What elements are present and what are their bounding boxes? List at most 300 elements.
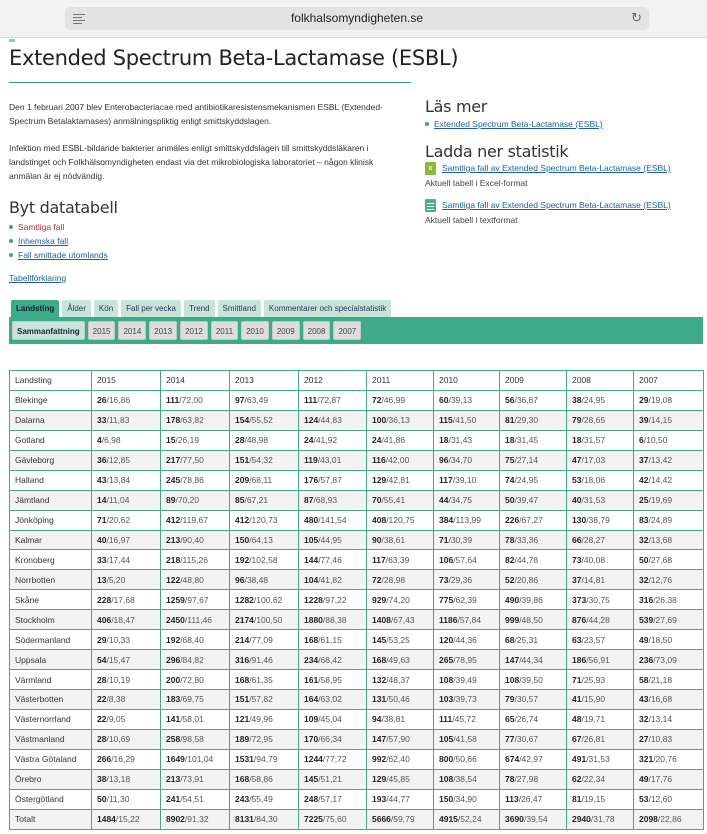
- case-count: 47: [572, 455, 582, 466]
- value-cell: [567, 650, 634, 670]
- incidence-rate: /68,40: [180, 634, 204, 645]
- incidence-rate: /36,67: [514, 395, 539, 406]
- value-cell: [299, 630, 367, 650]
- case-count: 28: [235, 435, 245, 446]
- incidence-rate: /11,83: [106, 415, 130, 426]
- case-count: 68: [505, 634, 515, 645]
- incidence-rate: /16,29: [111, 754, 135, 765]
- incidence-rate: /26,74: [514, 714, 539, 725]
- case-count: 97: [235, 395, 245, 406]
- case-count: 214: [235, 634, 250, 645]
- value-cell: [230, 709, 299, 729]
- case-count: 384: [439, 515, 454, 526]
- region-cell: Västernorrland: [10, 709, 92, 729]
- value-cell: [567, 510, 634, 530]
- incidence-rate: /38,48: [244, 574, 269, 585]
- incidence-rate: /55,49: [249, 794, 273, 805]
- case-count: 151: [235, 694, 250, 705]
- table-row: [10, 610, 704, 630]
- table-row: [10, 670, 704, 690]
- link-samtliga-fall[interactable]: Samtliga fall: [18, 222, 65, 232]
- case-count: 144: [304, 554, 319, 565]
- link-fall-utomlands[interactable]: Fall smittade utomlands: [18, 250, 108, 260]
- case-count: 539: [639, 614, 654, 625]
- table-row: [10, 650, 704, 670]
- case-count: 161: [304, 674, 319, 685]
- list-item: [9, 248, 108, 262]
- case-count: 85: [235, 495, 245, 506]
- incidence-rate: /101,04: [184, 754, 214, 765]
- case-count: 4: [97, 435, 102, 446]
- case-count: 56: [505, 395, 515, 406]
- case-count: 111: [304, 395, 318, 406]
- case-count: 1244: [304, 754, 323, 765]
- incidence-rate: /120,75: [386, 515, 415, 526]
- region-cell: Skåne: [10, 590, 92, 610]
- incidence-rate: /100,50: [253, 614, 283, 625]
- incidence-rate: /73,09: [653, 654, 677, 665]
- case-count: 28: [97, 734, 107, 745]
- value-cell: [230, 490, 299, 510]
- incidence-rate: /45,72: [452, 714, 476, 725]
- case-count: 72: [372, 574, 382, 585]
- incidence-rate: /78,95: [453, 654, 477, 665]
- incidence-rate: /48,50: [519, 614, 543, 625]
- incidence-rate: /78,86: [180, 475, 204, 486]
- reload-icon[interactable]: ↻: [631, 11, 642, 26]
- value-cell: [161, 789, 230, 809]
- value-cell: [434, 390, 500, 410]
- title-divider: [9, 82, 411, 83]
- url-text[interactable]: folkhalsomyndigheten.se: [290, 11, 424, 25]
- incidence-rate: /25,31: [514, 634, 539, 645]
- address-bar[interactable]: [65, 7, 649, 30]
- incidence-rate: /39,13: [448, 395, 473, 406]
- incidence-rate: /30,75: [586, 594, 610, 605]
- subtab-2010[interactable]: 2010: [241, 321, 269, 340]
- value-cell: [92, 670, 161, 690]
- case-count: 111: [439, 714, 453, 725]
- incidence-rate: /10,50: [643, 435, 668, 446]
- case-count: 412: [166, 515, 181, 526]
- value-cell: [230, 650, 299, 670]
- value-cell: [634, 550, 704, 570]
- tab-fall-per-vecka[interactable]: Fall per vecka: [121, 300, 181, 317]
- incidence-rate: /20,76: [653, 754, 677, 765]
- table-row: [10, 769, 704, 789]
- value-cell: [92, 410, 161, 430]
- case-count: 75: [505, 455, 515, 466]
- case-count: 147: [505, 654, 520, 665]
- case-count: 2450: [166, 614, 185, 625]
- tab-trend[interactable]: Trend: [184, 300, 215, 317]
- case-count: 164: [304, 694, 319, 705]
- case-count: 108: [505, 674, 520, 685]
- incidence-rate: /50,66: [453, 754, 477, 765]
- incidence-rate: /26,47: [518, 794, 543, 805]
- case-count: 213: [166, 534, 181, 545]
- download-excel-link[interactable]: Samtliga fall av Extended Spectrum Beta-Lactamase (ESBL): [442, 163, 671, 173]
- browser-toolbar: [0, 0, 707, 38]
- incidence-rate: /44,28: [586, 614, 610, 625]
- subtab-2015[interactable]: 2015: [88, 321, 116, 340]
- incidence-rate: /44,83: [318, 415, 342, 426]
- case-count: 77: [505, 734, 515, 745]
- incidence-rate: /49,63: [386, 654, 410, 665]
- value-cell: [567, 430, 634, 450]
- incidence-rate: /58,86: [249, 774, 273, 785]
- incidence-rate: /115,26: [180, 554, 208, 565]
- byt-datatabell-heading: Byt datatabell: [9, 198, 118, 217]
- subtab-2013[interactable]: 2013: [149, 321, 177, 340]
- value-cell: [634, 809, 704, 829]
- case-count: 36: [97, 455, 107, 466]
- value-cell: [567, 749, 634, 769]
- value-cell: [230, 749, 299, 769]
- column-header: 2011: [367, 371, 434, 391]
- value-cell: [161, 470, 230, 490]
- case-count: 209: [235, 475, 250, 486]
- value-cell: [161, 530, 230, 550]
- value-cell: [634, 490, 704, 510]
- incidence-rate: /84,82: [180, 654, 204, 665]
- value-cell: [567, 610, 634, 630]
- value-cell: [634, 590, 704, 610]
- incidence-rate: /13,84: [106, 475, 131, 486]
- case-count: 120: [439, 634, 454, 645]
- value-cell: [367, 650, 434, 670]
- region-cell: Södermanland: [10, 630, 92, 650]
- incidence-rate: /12,85: [106, 455, 131, 466]
- column-header: 2012: [299, 371, 367, 391]
- value-cell: [567, 729, 634, 749]
- table-row: [10, 410, 704, 430]
- value-cell: [230, 570, 299, 590]
- case-count: 800: [439, 754, 454, 765]
- value-cell: [500, 470, 567, 490]
- subtab-2014[interactable]: 2014: [118, 321, 146, 340]
- case-count: 929: [372, 594, 387, 605]
- case-count: 154: [235, 415, 250, 426]
- incidence-rate: /64,13: [249, 534, 273, 545]
- case-count: 183: [166, 694, 181, 705]
- case-count: 1408: [372, 614, 391, 625]
- value-cell: [92, 530, 161, 550]
- value-cell: [367, 610, 434, 630]
- value-cell: [367, 450, 434, 470]
- case-count: 316: [639, 594, 654, 605]
- table-row: [10, 809, 704, 829]
- subtab-2011[interactable]: 2011: [211, 321, 238, 340]
- value-cell: [367, 510, 434, 530]
- subtab-2012[interactable]: 2012: [180, 321, 208, 340]
- value-cell: [500, 749, 567, 769]
- value-cell: [230, 729, 299, 749]
- case-count: 147: [372, 734, 387, 745]
- tab-smittland[interactable]: Smittland: [218, 300, 261, 317]
- incidence-rate: /19,71: [581, 714, 606, 725]
- incidence-rate: /58,01: [180, 714, 204, 725]
- incidence-rate: /54,51: [180, 794, 204, 805]
- incidence-rate: /10,69: [106, 734, 131, 745]
- incidence-rate: /70,20: [175, 495, 200, 506]
- incidence-rate: /57,90: [386, 734, 410, 745]
- case-count: 258: [166, 734, 181, 745]
- incidence-rate: /15,90: [581, 694, 606, 705]
- case-count: 73: [439, 574, 449, 585]
- case-count: 38: [97, 774, 107, 785]
- case-count: 14: [97, 495, 107, 506]
- value-cell: [500, 570, 567, 590]
- incidence-rate: /17,68: [111, 594, 135, 605]
- incidence-rate: /9,05: [106, 714, 126, 725]
- case-count: 15: [166, 435, 176, 446]
- value-cell: [230, 450, 299, 470]
- tab-landsting[interactable]: Landsting: [11, 300, 59, 317]
- incidence-rate: /39,54: [523, 814, 548, 825]
- value-cell: [92, 729, 161, 749]
- case-count: 73: [572, 554, 582, 565]
- case-count: 49: [639, 634, 649, 645]
- case-count: 243: [235, 794, 250, 805]
- tab-kommentarer[interactable]: Kommentarer och specialstatistik: [264, 300, 391, 317]
- incidence-rate: /26,19: [175, 435, 200, 446]
- value-cell: [567, 490, 634, 510]
- value-cell: [634, 650, 704, 670]
- case-count: 150: [235, 534, 250, 545]
- value-cell: [567, 390, 634, 410]
- incidence-rate: /42,97: [519, 754, 543, 765]
- incidence-rate: /31,57: [581, 435, 606, 446]
- case-count: 108: [439, 774, 454, 785]
- case-count: 67: [572, 734, 582, 745]
- value-cell: [434, 809, 500, 829]
- value-cell: [500, 450, 567, 470]
- case-count: 1484: [97, 814, 116, 825]
- incidence-rate: /94,79: [253, 754, 278, 765]
- value-cell: [500, 390, 567, 410]
- incidence-rate: /10,83: [648, 734, 673, 745]
- tab-alder[interactable]: Ålder: [62, 300, 91, 317]
- value-cell: [434, 470, 500, 490]
- region-cell: Norrbotten: [10, 570, 92, 590]
- value-cell: [92, 650, 161, 670]
- case-count: 50: [639, 554, 649, 565]
- value-cell: [367, 709, 434, 729]
- incidence-rate: /27,14: [514, 455, 539, 466]
- value-cell: [634, 510, 704, 530]
- incidence-rate: /42,81: [386, 475, 410, 486]
- value-cell: [634, 769, 704, 789]
- incidence-rate: /13,68: [648, 534, 673, 545]
- case-count: 82: [505, 554, 515, 565]
- incidence-rate: /15,47: [106, 654, 131, 665]
- region-cell: Totalt: [10, 809, 92, 829]
- incidence-rate: /20,62: [106, 515, 131, 526]
- incidence-rate: /5,20: [106, 574, 126, 585]
- value-cell: [567, 550, 634, 570]
- case-count: 1531: [235, 754, 254, 765]
- value-cell: [367, 630, 434, 650]
- value-cell: [230, 430, 299, 450]
- case-count: 674: [505, 754, 520, 765]
- case-count: 192: [235, 554, 250, 565]
- incidence-rate: /51,21: [318, 774, 342, 785]
- incidence-rate: /62,39: [453, 594, 477, 605]
- value-cell: [634, 450, 704, 470]
- table-row: [10, 510, 704, 530]
- incidence-rate: /26,81: [581, 734, 606, 745]
- case-count: 168: [235, 674, 250, 685]
- incidence-rate: /31,78: [590, 814, 615, 825]
- value-cell: [567, 570, 634, 590]
- value-cell: [230, 809, 299, 829]
- value-cell: [634, 610, 704, 630]
- value-cell: [230, 470, 299, 490]
- case-count: 87: [304, 495, 314, 506]
- value-cell: [634, 410, 704, 430]
- intro-paragraph-1: Den 1 februari 2007 blev Enterobacteriacae med antibiotikaresistensmekanismen ESBL (Extended-Spectrum Betalaktamases) anmälningspliktig enligt smittskyddslagen.: [9, 102, 383, 126]
- main-tabs: [11, 300, 391, 317]
- case-count: 26: [97, 395, 107, 406]
- year-subtabs: [12, 321, 361, 340]
- case-count: 54: [97, 654, 107, 665]
- region-cell: Örebro: [10, 769, 92, 789]
- subtab-sammanfattning[interactable]: Sammanfattning: [12, 321, 85, 340]
- case-count: 60: [439, 395, 449, 406]
- value-cell: [92, 789, 161, 809]
- incidence-rate: /56,91: [586, 654, 610, 665]
- case-count: 48: [572, 714, 582, 725]
- incidence-rate: /61,15: [318, 634, 342, 645]
- value-cell: [500, 550, 567, 570]
- value-cell: [161, 430, 230, 450]
- value-cell: [434, 789, 500, 809]
- case-count: 39: [639, 415, 649, 426]
- value-cell: [367, 470, 434, 490]
- case-count: 178: [166, 415, 181, 426]
- incidence-rate: /42,00: [385, 455, 410, 466]
- value-cell: [161, 510, 230, 530]
- case-count: 78: [505, 774, 515, 785]
- incidence-rate: /97,22: [322, 594, 347, 605]
- subtab-2008[interactable]: 2008: [303, 321, 331, 340]
- incidence-rate: /44,95: [318, 534, 342, 545]
- region-cell: Halland: [10, 470, 92, 490]
- incidence-rate: /22,34: [581, 774, 606, 785]
- value-cell: [500, 510, 567, 530]
- value-cell: [92, 550, 161, 570]
- case-count: 228: [97, 594, 112, 605]
- table-header-row: [10, 371, 704, 391]
- case-count: 316: [235, 654, 250, 665]
- value-cell: [567, 410, 634, 430]
- las-mer-link[interactable]: Extended Spectrum Beta-Lactamase (ESBL): [434, 119, 603, 129]
- incidence-rate: /19,08: [648, 395, 673, 406]
- subtab-2009[interactable]: 2009: [272, 321, 300, 340]
- case-count: 18: [572, 435, 582, 446]
- incidence-rate: /38,79: [586, 515, 610, 526]
- incidence-rate: /31,53: [581, 495, 606, 506]
- case-count: 89: [166, 495, 176, 506]
- case-count: 94: [372, 714, 382, 725]
- tab-kon[interactable]: Kön: [94, 300, 118, 317]
- incidence-rate: /29,36: [448, 574, 473, 585]
- value-cell: [161, 610, 230, 630]
- incidence-rate: /17,44: [106, 554, 131, 565]
- value-cell: [500, 789, 567, 809]
- case-count: 119: [304, 455, 318, 466]
- incidence-rate: /13,42: [648, 455, 673, 466]
- region-cell: Blekinge: [10, 390, 92, 410]
- incidence-rate: /52,24: [457, 814, 482, 825]
- value-cell: [230, 789, 299, 809]
- subtab-2007[interactable]: 2007: [333, 321, 361, 340]
- value-cell: [161, 729, 230, 749]
- incidence-rate: /16,68: [648, 694, 673, 705]
- incidence-rate: /21,18: [648, 674, 673, 685]
- case-count: 33: [97, 415, 107, 426]
- incidence-rate: /113,99: [453, 515, 481, 526]
- incidence-rate: /73,91: [180, 774, 204, 785]
- case-count: 41: [572, 694, 582, 705]
- value-cell: [299, 670, 367, 690]
- value-cell: [230, 550, 299, 570]
- tabellforklaring-link[interactable]: Tabellförklaring: [9, 273, 67, 283]
- region-cell: Stockholm: [10, 610, 92, 630]
- value-cell: [500, 690, 567, 710]
- value-cell: [299, 430, 367, 450]
- incidence-rate: /111,46: [184, 614, 213, 625]
- value-cell: [299, 410, 367, 430]
- case-count: 50: [505, 495, 515, 506]
- case-count: 24: [304, 435, 314, 446]
- value-cell: [500, 410, 567, 430]
- link-inhemska-fall[interactable]: Inhemska fall: [18, 236, 69, 246]
- text-file-icon: [425, 199, 436, 212]
- incidence-rate: /72,80: [180, 674, 204, 685]
- byt-datatabell-list: [9, 220, 108, 262]
- incidence-rate: /50,46: [386, 694, 410, 705]
- table-row: [10, 590, 704, 610]
- incidence-rate: /24,89: [648, 515, 673, 526]
- download-text-link[interactable]: Samtliga fall av Extended Spectrum Beta-Lactamase (ESBL): [442, 200, 671, 210]
- incidence-rate: /54,32: [249, 455, 273, 466]
- esbl-data-table: [9, 370, 704, 830]
- case-count: 29: [97, 634, 107, 645]
- case-count: 62: [572, 774, 582, 785]
- incidence-rate: /57,82: [249, 694, 273, 705]
- value-cell: [161, 670, 230, 690]
- value-cell: [92, 769, 161, 789]
- incidence-rate: /57,87: [318, 475, 342, 486]
- value-cell: [500, 610, 567, 630]
- case-count: 74: [505, 475, 515, 486]
- value-cell: [634, 789, 704, 809]
- value-cell: [92, 490, 161, 510]
- value-cell: [367, 410, 434, 430]
- case-count: 43: [639, 694, 649, 705]
- incidence-rate: /11,04: [106, 495, 130, 506]
- value-cell: [434, 650, 500, 670]
- case-count: 38: [572, 395, 582, 406]
- value-cell: [500, 630, 567, 650]
- value-cell: [500, 490, 567, 510]
- case-count: 189: [235, 734, 250, 745]
- case-count: 81: [505, 415, 515, 426]
- case-count: 141: [166, 714, 181, 725]
- incidence-rate: /12,76: [648, 574, 673, 585]
